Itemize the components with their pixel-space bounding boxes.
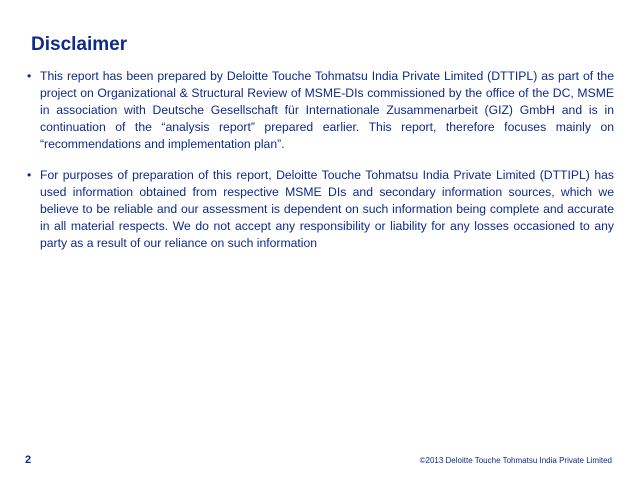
disclaimer-item [26,68,614,153]
disclaimer-text: This report has been prepared by Deloitte Touche Tohmatsu India Private Limited (DTTIPL) as part of the project on Organizational & Structural Review of MSME-DIs commissioned by the office of the DC, MSME in association with Deutsche Gesellschaft für Internationale Zusammenarbeit (GIZ) GmbH and is in continuation of the “analysis report” prepared earlier. This report, therefore focuses mainly on “recommendations and implementation plan”. [40,69,614,151]
copyright-notice: ©2013 Deloitte Touche Tohmatsu India Private Limited [419,456,612,465]
page-title: Disclaimer [31,34,128,55]
disclaimer-item [26,167,614,252]
bullet-icon: • [27,69,32,83]
page-number: 2 [25,454,32,466]
disclaimer-text: For purposes of preparation of this report, Deloitte Touche Tohmatsu India Private Limited (DTTIPL) has used information obtained from respective MSME DIs and secondary information sources, which we believe to be reliable and our assessment is dependent on such information being complete and accurate in all material respects. We do not accept any responsibility or liability for any losses occasioned to any party as a result of our reliance on such information [40,168,614,250]
disclaimer-list [26,68,614,252]
bullet-icon: • [27,168,32,182]
